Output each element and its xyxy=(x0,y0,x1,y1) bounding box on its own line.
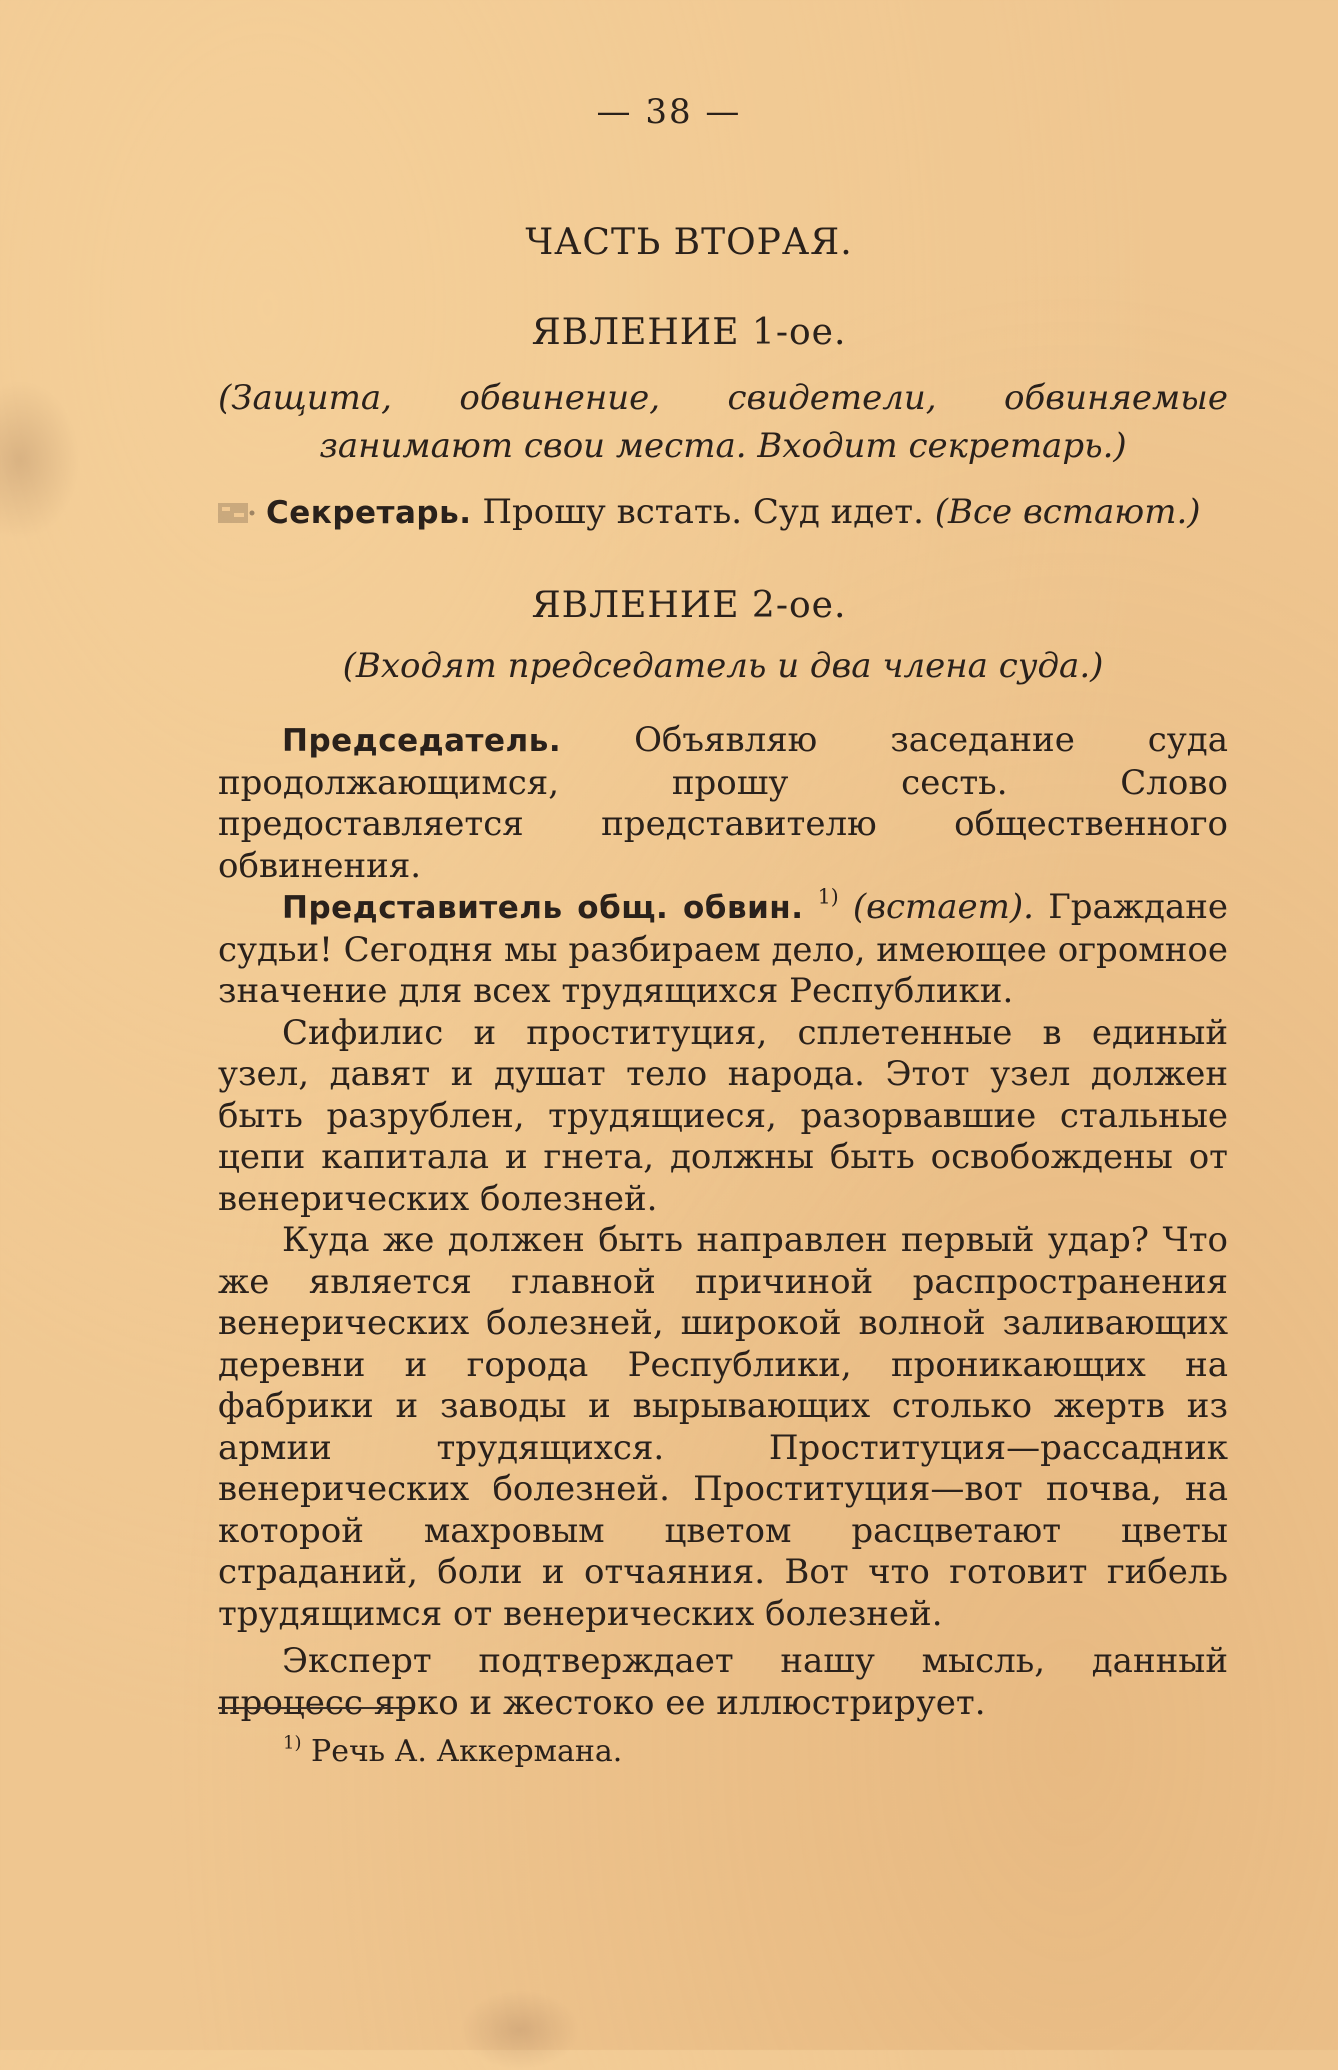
prosecutor-text: Граждане судьи! Сегодня мы разбираем дело, имеющее огромное значение для всех трудящихся Республики. xyxy=(218,887,1228,1011)
secretary-text: Прошу встать. Суд идет. xyxy=(482,492,924,532)
main-text xyxy=(218,720,1228,1724)
scene-2-title: ЯВЛЕНИЕ 2-ое. xyxy=(531,585,847,626)
speaker-chairman: Председатель. xyxy=(282,723,562,759)
footnote-rule xyxy=(218,1707,413,1709)
part-title: ЧАСТЬ ВТОРАЯ. xyxy=(525,222,853,263)
chairman-text: Объявляю заседание суда продолжающимся, прошу сесть. Слово предоставляется представителю общественного обвинения. xyxy=(218,720,1228,886)
prosecutor-paragraph xyxy=(218,884,1228,1013)
secretary-direction: (Все встают.) xyxy=(934,492,1201,532)
chairman-paragraph xyxy=(218,720,1228,887)
page-stain xyxy=(460,1990,580,2070)
page-stain xyxy=(0,380,80,540)
smudge-icon xyxy=(216,499,256,527)
scene-2-stage-direction: (Входят председатель и два члена суда.) xyxy=(342,646,1104,686)
footnote-marker: 1) xyxy=(283,1732,302,1754)
speaker-prosecutor: Представитель общ. обвин. xyxy=(282,890,804,926)
secretary-line xyxy=(218,488,1228,537)
scene-1-stage-direction: (Защита, обвинение, свидетели, обвиняемые занимают свои места. Входит секретарь.) xyxy=(218,378,1228,466)
scene-1-title: ЯВЛЕНИЕ 1-ое. xyxy=(531,312,847,353)
body-paragraph: Сифилис и проституция, сплетенные в единый узел, давят и душат тело народа. Этот узел должен быть разрублен, трудящиеся, разорвавшие стальные цепи капитала и гнета, должны быть освобождены от венерических болезней. xyxy=(218,1012,1228,1219)
body-paragraph: Эксперт подтверждает нашу мысль, данный процесс ярко и жестоко ее иллюстрирует. xyxy=(218,1641,1228,1723)
speaker-secretary: Секретарь. xyxy=(266,495,472,531)
footnote-reference: 1) xyxy=(817,884,839,909)
body-paragraph: Куда же должен быть направлен первый удар? Что же является главной причиной распространения венерических болезней, широкой волной заливающих деревни и города Республики, проникающих на фабрики и заводы и вырывающих столько жертв из армии трудящихся. Проституция—рассадник венерических болезней. Проституция—вот почва, на которой махровым цветом расцветают цветы страданий, боли и отчаяния. Вот что готовит гибель трудящимся от венерических болезней. xyxy=(218,1220,1228,1634)
prosecutor-direction: (встает). xyxy=(852,887,1034,927)
footnote xyxy=(283,1730,622,1774)
footnote-text: Речь А. Аккермана. xyxy=(311,1734,623,1769)
page-number: — 38 — xyxy=(596,92,742,132)
